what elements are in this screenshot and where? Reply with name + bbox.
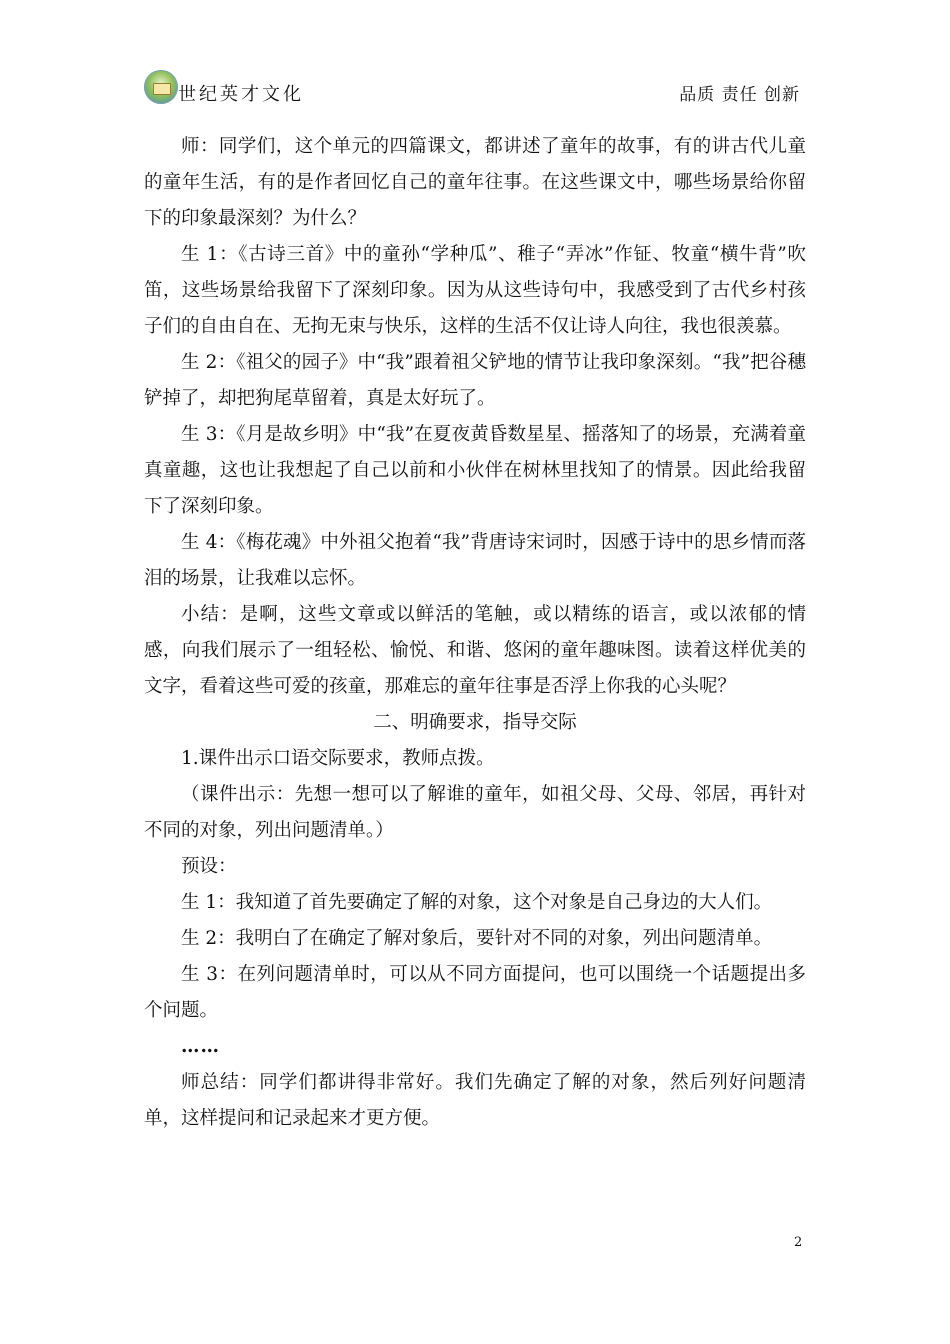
brand-name: 世纪英才文化 [178, 84, 304, 105]
page-header [144, 68, 806, 114]
paragraph-preset-student-3: 生 3：在列问题清单时，可以从不同方面提问，也可以围绕一个话题提出多个问题。 [144, 964, 806, 1021]
ellipsis-line: …… [181, 1036, 220, 1057]
document-body [144, 129, 806, 1137]
paragraph-preset-student-2: 生 2：我明白了在确定了解对象后，要针对不同的对象，列出问题清单。 [181, 928, 773, 949]
paragraph-student-4: 生 4：《梅花魂》中外祖父抱着“我”背唐诗宋词时，因感于诗中的思乡情而落泪的场景，让我难以忘怀。 [144, 532, 806, 589]
paragraph-teacher-intro: 师：同学们，这个单元的四篇课文，都讲述了童年的故事，有的讲古代儿童的童年生活，有的是作者回忆自己的童年往事。在这些课文中，哪些场景给你留下的印象最深刻？为什么？ [144, 136, 806, 229]
logo-icon [144, 70, 178, 104]
paragraph-student-2: 生 2：《祖父的园子》中“我”跟着祖父铲地的情节让我印象深刻。“我”把谷穗铲掉了，却把狗尾草留着，真是太好玩了。 [144, 352, 806, 409]
page-number: 2 [794, 1235, 803, 1250]
paragraph-preset-student-1: 生 1：我知道了首先要确定了解的对象，这个对象是自己身边的大人们。 [181, 892, 773, 913]
book-icon [153, 83, 171, 95]
header-slogan: 品质 责任 创新 [679, 85, 800, 105]
paragraph-student-3: 生 3：《月是故乡明》中“我”在夏夜黄昏数星星、摇落知了的场景，充满着童真童趣，这也让我想起了自己以前和小伙伴在树林里找知了的情景。因此给我留下了深刻印象。 [144, 424, 806, 517]
paragraph-summary: 小结：是啊，这些文章或以鲜活的笔触，或以精练的语言，或以浓郁的情感，向我们展示了一组轻松、愉悦、和谐、悠闲的童年趣味图。读着这样优美的文字，看着这些可爱的孩童，那难忘的童年往事是否浮上你我的心头呢？ [144, 604, 806, 697]
paragraph-courseware: （课件出示：先想一想可以了解谁的童年，如祖父母、父母、邻居，再针对不同的对象，列出问题清单。） [144, 784, 806, 841]
paragraph-student-1: 生 1：《古诗三首》中的童孙“学种瓜”、稚子“弄冰”作钲、牧童“横牛背”吹笛，这些场景给我留下了深刻印象。因为从这些诗句中，我感受到了古代乡村孩子们的自由自在、无拘无束与快乐，这样的生活不仅让诗人向往，我也很羡慕。 [144, 244, 806, 337]
paragraph-teacher-conclusion: 师总结：同学们都讲得非常好。我们先确定了解的对象，然后列好问题清单，这样提问和记录起来才更方便。 [144, 1072, 806, 1129]
paragraph-preset: 预设： [181, 856, 237, 877]
section-heading: 二、明确要求，指导交际 [373, 712, 577, 733]
paragraph-step-1: 1.课件出示口语交际要求，教师点拨。 [181, 748, 495, 769]
